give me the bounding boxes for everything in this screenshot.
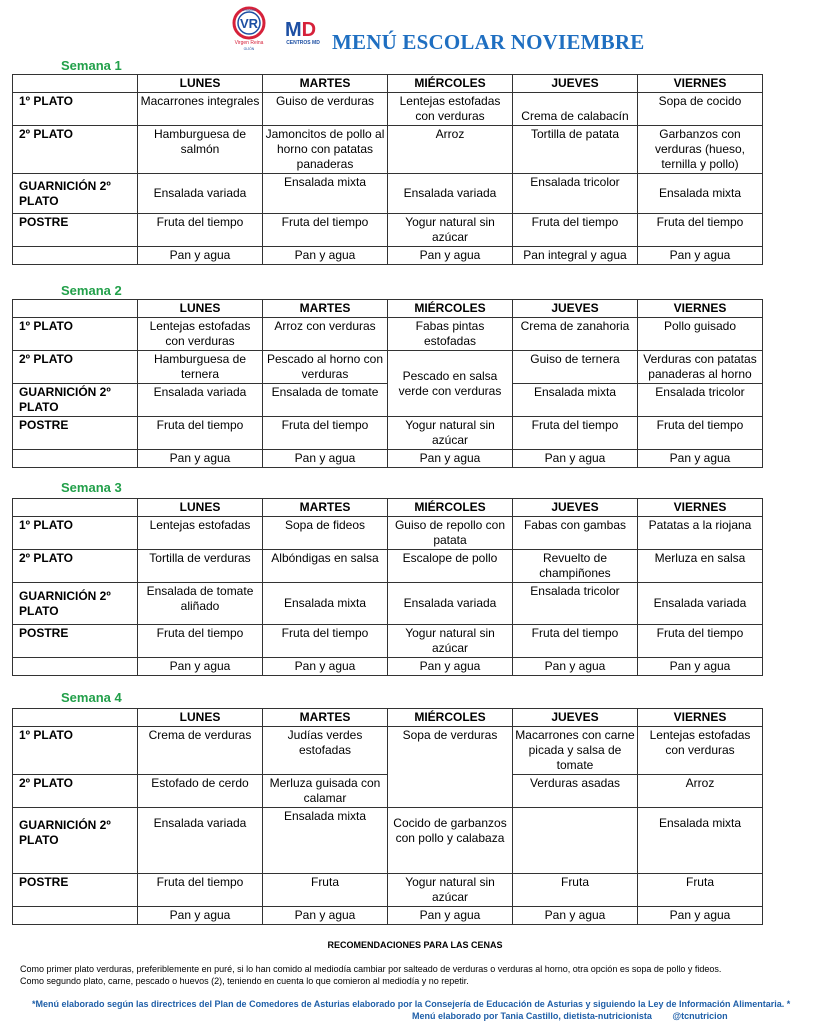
menu-cell: Pan y agua [638,247,763,265]
row-label: 1º PLATO [13,727,138,775]
menu-cell: Pollo guisado [638,318,763,351]
menu-cell: Ensalada mixta [263,583,388,625]
menu-cell: Fruta del tiempo [138,874,263,907]
column-header: MIÉRCOLES [388,75,513,93]
menu-cell: Sopa de verduras [388,727,513,808]
menu-cell: Yogur natural sin azúcar [388,874,513,907]
menu-cell: Hamburguesa de ternera [138,351,263,384]
row-label: 1º PLATO [13,318,138,351]
column-header: JUEVES [513,499,638,517]
menu-cell: Fruta del tiempo [513,417,638,450]
menu-table-week-4 [12,708,763,925]
menu-cell: Pan y agua [638,907,763,925]
menu-table-week-1 [12,74,763,265]
menu-cell: Pan y agua [138,247,263,265]
table-corner [13,300,138,318]
row-label: 2º PLATO [13,351,138,384]
menu-cell: Garbanzos con verduras (hueso, ternilla y pollo) [638,126,763,174]
menu-cell: Tortilla de verduras [138,550,263,583]
menu-cell: Judías verdes estofadas [263,727,388,775]
school-logos [226,4,326,52]
recommendation-line: Como segundo plato, carne, pescado o huevos (2), teniendo en cuenta lo que comieron al mediodía y no repetir. [20,976,469,986]
menu-table-week-3 [12,498,763,676]
menu-cell: Fruta del tiempo [138,625,263,658]
menu-cell: Fruta del tiempo [138,214,263,247]
column-header: VIERNES [638,709,763,727]
menu-cell: Yogur natural sin azúcar [388,417,513,450]
menu-cell: Pan y agua [138,450,263,468]
menu-cell: Merluza en salsa [638,550,763,583]
menu-cell: Pan y agua [513,658,638,676]
menu-cell: Fruta [638,874,763,907]
menu-cell: Sopa de cocido [638,93,763,126]
menu-cell: Revuelto de champiñones [513,550,638,583]
menu-cell: Yogur natural sin azúcar [388,214,513,247]
recommendations-text [20,963,820,987]
menu-cell: Fruta del tiempo [138,417,263,450]
menu-cell: Crema de calabacín [513,93,638,126]
centros-md-logo [285,19,320,46]
menu-cell: Pan integral y agua [513,247,638,265]
menu-cell: Pan y agua [263,658,388,676]
logo-md-caption: CENTROS MD [286,40,320,46]
menu-cell: Ensalada de tomate [263,384,388,417]
column-header: VIERNES [638,300,763,318]
table-corner [13,709,138,727]
column-header: JUEVES [513,709,638,727]
menu-cell: Jamoncitos de pollo al horno con patatas panaderas [263,126,388,174]
menu-cell: Ensalada variada [138,174,263,214]
menu-cell: Ensalada mixta [638,808,763,874]
row-label: POSTRE [13,874,138,907]
menu-cell: Ensalada variada [638,583,763,625]
logo-vr-text: VR [239,16,259,31]
row-label: 1º PLATO [13,517,138,550]
column-header: LUNES [138,499,263,517]
menu-cell: Pan y agua [388,450,513,468]
menu-cell: Guiso de ternera [513,351,638,384]
row-label: 2º PLATO [13,775,138,808]
footer-author: Menú elaborado por Tania Castillo, dietista-nutricionista [412,1011,652,1021]
row-label: POSTRE [13,625,138,658]
menu-cell: Fruta del tiempo [263,625,388,658]
logo-vr-city: GIJÓN [243,47,255,51]
menu-cell: Fruta del tiempo [638,214,763,247]
menu-cell: Pescado en salsa verde con verduras [388,351,513,417]
column-header: JUEVES [513,300,638,318]
menu-cell: Arroz [638,775,763,808]
recommendation-line: Como primer plato verduras, preferiblemente en puré, si lo han comido al mediodía cambiar por salteado de verduras o verduras al horno, otra opción es sopa de pollo y fideos. [20,964,722,974]
menu-cell: Fruta del tiempo [638,417,763,450]
menu-cell: Verduras con patatas panaderas al horno [638,351,763,384]
column-header: VIERNES [638,499,763,517]
menu-cell-empty [513,808,638,874]
menu-cell: Albóndigas en salsa [263,550,388,583]
logo-vr-name: Virgen Reina [234,40,264,46]
menu-cell: Ensalada variada [138,384,263,417]
week-label: Semana 3 [61,480,122,495]
footer-note: *Menú elaborado según las directrices del Plan de Comedores de Asturias elaborado por la Consejería de Educación de Asturias y siguiendo la Ley de Información Alimentaria. * [32,999,791,1009]
column-header: LUNES [138,75,263,93]
menu-cell: Yogur natural sin azúcar [388,625,513,658]
menu-cell: Pan y agua [513,907,638,925]
menu-cell: Arroz con verduras [263,318,388,351]
row-label: 2º PLATO [13,126,138,174]
week-label: Semana 1 [61,58,122,73]
menu-cell: Pan y agua [513,450,638,468]
menu-cell: Arroz [388,126,513,174]
menu-cell: Hamburguesa de salmón [138,126,263,174]
menu-cell: Pan y agua [263,907,388,925]
week-label: Semana 2 [61,283,122,298]
menu-table-week-2 [12,299,763,468]
row-label-empty [13,907,138,925]
menu-cell: Fabas con gambas [513,517,638,550]
menu-cell: Fruta [263,874,388,907]
column-header: MARTES [263,709,388,727]
menu-cell: Patatas a la riojana [638,517,763,550]
row-label: GUARNICIÓN 2º PLATO [13,808,138,874]
menu-cell: Pan y agua [138,658,263,676]
menu-cell: Ensalada variada [138,808,263,874]
menu-cell: Pescado al horno con verduras [263,351,388,384]
row-label: 1º PLATO [13,93,138,126]
row-label: POSTRE [13,214,138,247]
page-title: MENÚ ESCOLAR NOVIEMBRE [332,30,645,54]
menu-cell: Pan y agua [388,907,513,925]
menu-cell: Pan y agua [138,907,263,925]
column-header: MARTES [263,75,388,93]
menu-cell: Sopa de fideos [263,517,388,550]
menu-cell: Ensalada tricolor [638,384,763,417]
menu-cell: Pan y agua [388,247,513,265]
menu-cell: Pan y agua [638,658,763,676]
menu-cell: Ensalada mixta [513,384,638,417]
row-label-empty [13,247,138,265]
menu-cell: Ensalada mixta [638,174,763,214]
virgen-reina-logo [234,8,264,51]
menu-cell: Pan y agua [388,658,513,676]
menu-cell: Fabas pintas estofadas [388,318,513,351]
column-header: MARTES [263,300,388,318]
menu-cell: Pan y agua [263,450,388,468]
column-header: MIÉRCOLES [388,300,513,318]
recommendations-title: RECOMENDACIONES PARA LAS CENAS [327,940,503,950]
menu-cell: Ensalada tricolor [513,174,638,214]
menu-cell: Crema de zanahoria [513,318,638,351]
menu-cell: Ensalada mixta [263,808,388,874]
menu-cell: Guiso de verduras [263,93,388,126]
menu-cell: Estofado de cerdo [138,775,263,808]
menu-cell: Ensalada de tomate aliñado [138,583,263,625]
row-label-empty [13,658,138,676]
row-label: GUARNICIÓN 2º PLATO [13,583,138,625]
menu-cell: Escalope de pollo [388,550,513,583]
menu-cell: Guiso de repollo con patata [388,517,513,550]
row-label: GUARNICIÓN 2º PLATO [13,174,138,214]
menu-cell: Cocido de garbanzos con pollo y calabaza [388,808,513,874]
menu-cell: Lentejas estofadas con verduras [388,93,513,126]
week-label: Semana 4 [61,690,122,705]
menu-cell: Lentejas estofadas con verduras [638,727,763,775]
menu-cell: Verduras asadas [513,775,638,808]
row-label: POSTRE [13,417,138,450]
column-header: JUEVES [513,75,638,93]
menu-cell: Pan y agua [638,450,763,468]
menu-cell: Ensalada variada [388,583,513,625]
row-label: GUARNICIÓN 2º PLATO [13,384,138,417]
column-header: VIERNES [638,75,763,93]
menu-cell: Ensalada mixta [263,174,388,214]
menu-cell: Fruta del tiempo [513,214,638,247]
menu-cell: Ensalada tricolor [513,583,638,625]
column-header: MIÉRCOLES [388,499,513,517]
row-label: 2º PLATO [13,550,138,583]
footer-handle: @tcnutricion [672,1011,728,1021]
menu-cell: Pan y agua [263,247,388,265]
menu-cell: Merluza guisada con calamar [263,775,388,808]
menu-cell: Fruta del tiempo [513,625,638,658]
menu-cell: Macarrones integrales [138,93,263,126]
column-header: LUNES [138,300,263,318]
logo-md-text: MD [285,19,317,41]
menu-cell: Macarrones con carne picada y salsa de tomate [513,727,638,775]
column-header: MIÉRCOLES [388,709,513,727]
menu-cell: Crema de verduras [138,727,263,775]
menu-cell: Fruta [513,874,638,907]
column-header: LUNES [138,709,263,727]
column-header: MARTES [263,499,388,517]
menu-cell: Tortilla de patata [513,126,638,174]
menu-cell: Fruta del tiempo [263,214,388,247]
menu-cell: Lentejas estofadas con verduras [138,318,263,351]
menu-cell: Fruta del tiempo [263,417,388,450]
logo-vr-ring-text: COLEGIO [242,8,256,12]
menu-cell: Ensalada variada [388,174,513,214]
table-corner [13,499,138,517]
menu-cell: Fruta del tiempo [638,625,763,658]
footer-credits [412,1011,728,1021]
menu-cell: Lentejas estofadas [138,517,263,550]
row-label-empty [13,450,138,468]
table-corner [13,75,138,93]
